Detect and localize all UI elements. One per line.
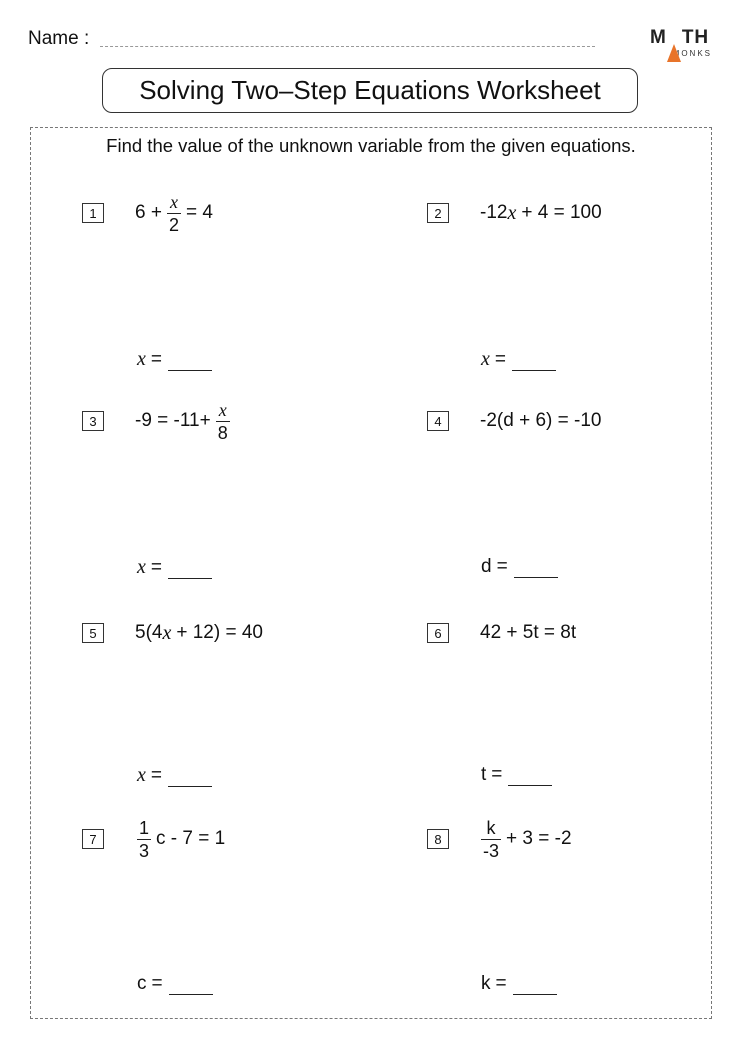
answer-equals: = [150,765,162,786]
worksheet-frame [30,127,712,1019]
instructions: Find the value of the unknown variable from the given equations. [106,135,636,156]
fraction-numerator: k [486,817,496,838]
problem-number: 1 [82,203,104,223]
answer-line[interactable] [481,348,556,371]
fraction-denominator: 3 [139,840,150,861]
answer-line[interactable] [481,764,552,786]
logo-text-th: TH [681,27,710,48]
equation-text: = 4 [185,202,213,223]
answer-equals: = [150,557,162,578]
answer-equals: = [151,973,163,994]
answer-variable: k [481,973,491,994]
problem-equation [135,613,263,653]
problem-number: 2 [427,203,449,223]
problem-equation [480,401,601,441]
answer-blank[interactable] [169,976,213,995]
equation-text: -2(d + 6) = -10 [480,410,602,431]
fraction [481,819,501,860]
answer-blank[interactable] [514,559,558,578]
equation-text: + 4 = 100 [521,202,602,223]
worksheet-title [102,68,638,113]
answer-blank[interactable] [513,976,557,995]
problem-equation [480,613,576,653]
problem-number: 6 [427,623,449,643]
answer-line[interactable] [137,973,213,995]
answer-line[interactable] [137,556,212,579]
problem-number: 5 [82,623,104,643]
problem-equation [480,193,602,233]
logo-subtext: MONKS [672,49,712,58]
problem-number: 8 [427,829,449,849]
problem-equation [476,819,572,859]
answer-line[interactable] [481,973,557,995]
equation-variable: x [507,201,517,224]
answer-equals: = [494,349,506,370]
fraction-numerator: 1 [139,817,150,838]
answer-blank[interactable] [168,560,212,579]
math-monks-logo [650,28,712,62]
answer-line[interactable] [137,348,212,371]
title-text: Solving Two–Step Equations Worksheet [139,75,601,105]
answer-equals: = [495,973,507,994]
fraction [167,193,181,234]
problem-equation [135,401,235,441]
equation-text: 6 + [135,202,162,223]
answer-blank[interactable] [512,352,556,371]
answer-variable: t [481,764,487,785]
equation-text: -9 = -11+ [135,410,211,431]
fraction [137,819,151,860]
answer-variable: x [481,348,490,370]
equation-text: c - 7 = 1 [156,828,226,849]
name-input-line[interactable] [100,46,595,47]
answer-line[interactable] [137,764,212,787]
fraction-denominator: -3 [483,840,500,861]
answer-variable: x [137,556,146,578]
problem-equation [135,193,213,233]
equation-text: + 3 = -2 [506,828,572,849]
answer-equals: = [496,556,508,577]
answer-variable: x [137,348,146,370]
problem-number: 7 [82,829,104,849]
equation-text: + 12) = 40 [176,622,263,643]
fraction-numerator: x [218,399,227,420]
problem-number: 3 [82,411,104,431]
answer-blank[interactable] [168,768,212,787]
equation-text: 42 + 5t = 8t [480,622,577,643]
fraction-denominator: 2 [168,214,179,235]
answer-equals: = [150,349,162,370]
equation-text: 5(4 [135,622,163,643]
equation-variable: x [162,621,172,644]
answer-variable: d [481,556,492,577]
problem-number: 4 [427,411,449,431]
equation-text: -12 [480,202,508,223]
answer-equals: = [491,764,503,785]
name-label: Name : [28,28,90,49]
fraction-numerator: x [169,191,178,212]
answer-variable: c [137,973,147,994]
answer-line[interactable] [481,556,558,578]
logo-text-m: M [650,27,667,48]
answer-variable: x [137,764,146,786]
problem-equation [132,819,225,859]
answer-blank[interactable] [508,767,552,786]
fraction-denominator: 8 [217,422,228,443]
fraction [216,401,230,442]
answer-blank[interactable] [168,352,212,371]
